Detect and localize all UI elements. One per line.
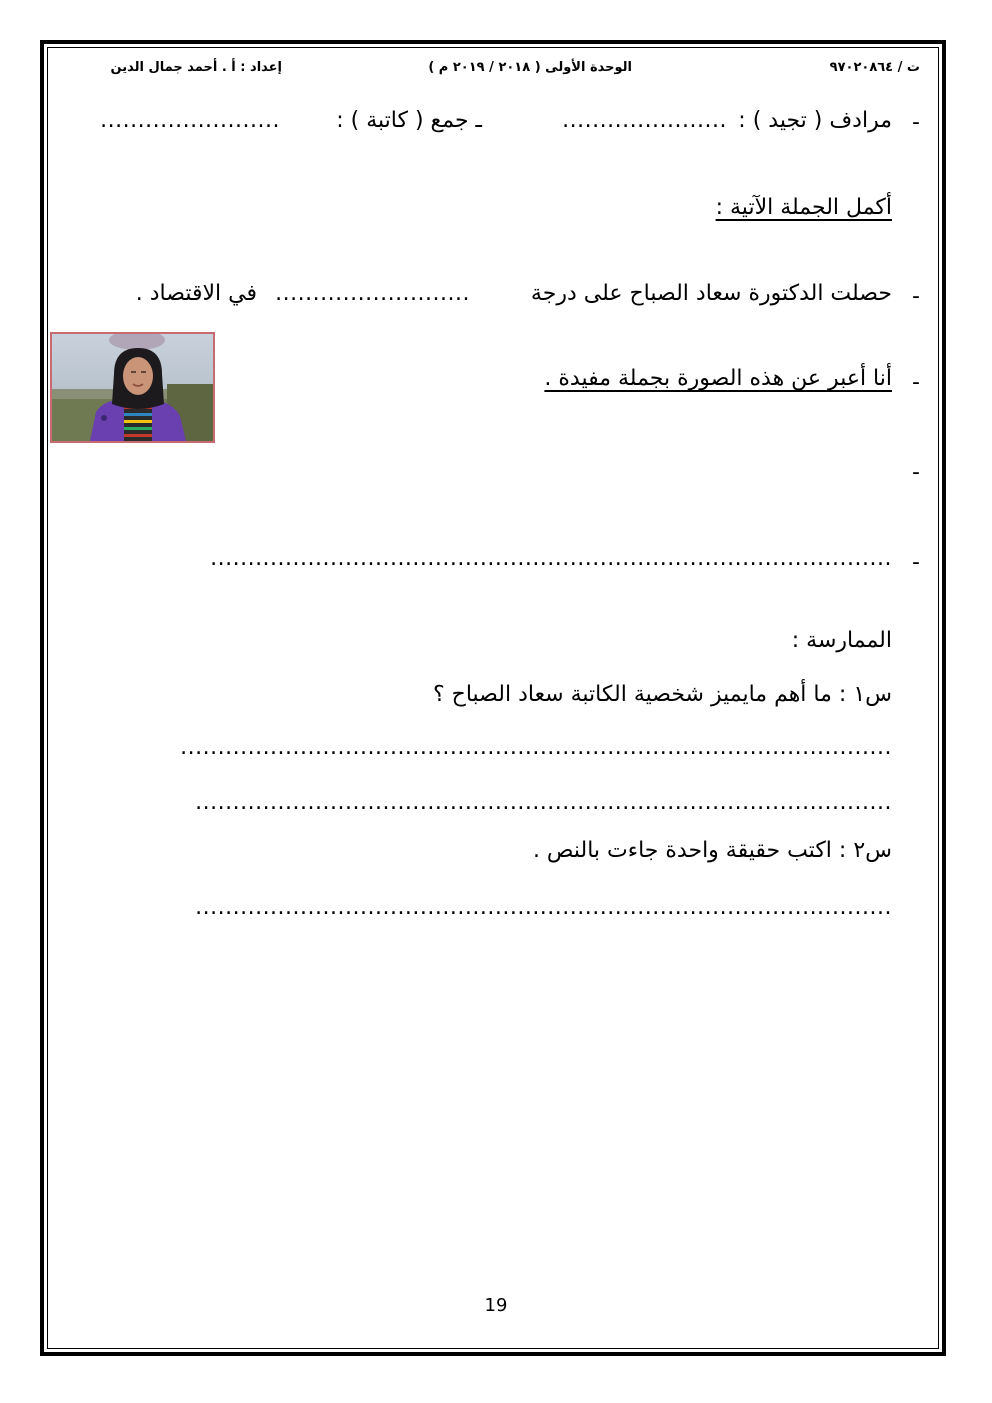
bullet-dash: - — [912, 460, 920, 485]
plural-label: ـ جمع ( كاتبة ) : — [336, 108, 482, 133]
question-2: س٢ : اكتب حقيقة واحدة جاءت بالنص . — [532, 838, 892, 863]
synonym-blank: ...................... — [562, 108, 727, 133]
practice-heading: الممارسة : — [791, 628, 892, 653]
header-unit: الوحدة الأولى ( ٢٠١٨ / ٢٠١٩ م ) — [428, 60, 632, 75]
portrait-photo — [50, 332, 215, 443]
bullet-dash: - — [912, 550, 920, 575]
header-phone: ت / ٩٧٠٢٠٨٦٤ — [829, 60, 920, 75]
page-number: 19 — [484, 1295, 508, 1316]
synonym-label: مرادف ( تجيد ) : — [738, 108, 892, 133]
sentence-blank: .......................... — [275, 281, 470, 306]
q1-answer-line-1: ............................................................................................... — [180, 735, 892, 760]
complete-heading: أكمل الجملة الآتية : — [715, 195, 892, 220]
picture-prompt: أنا أعبر عن هذه الصورة بجملة مفيدة . — [544, 366, 892, 391]
answer-line: ........................................................................................... — [210, 546, 892, 571]
sentence-start: حصلت الدكتورة سعاد الصباح على درجة — [530, 281, 892, 306]
sentence-end: في الاقتصاد . — [135, 281, 257, 306]
plural-blank: ........................ — [100, 108, 280, 133]
bullet-dash: - — [912, 284, 920, 309]
q1-answer-line-2: ............................................................................................. — [195, 790, 892, 815]
header-author: إعداد : أ . أحمد جمال الدين — [110, 60, 282, 75]
bullet-dash: - — [912, 110, 920, 135]
q2-answer-line-1: ............................................................................................. — [195, 895, 892, 920]
bullet-dash: - — [912, 370, 920, 395]
question-1: س١ : ما أهم مايميز شخصية الكاتبة سعاد الصباح ؟ — [432, 682, 892, 707]
